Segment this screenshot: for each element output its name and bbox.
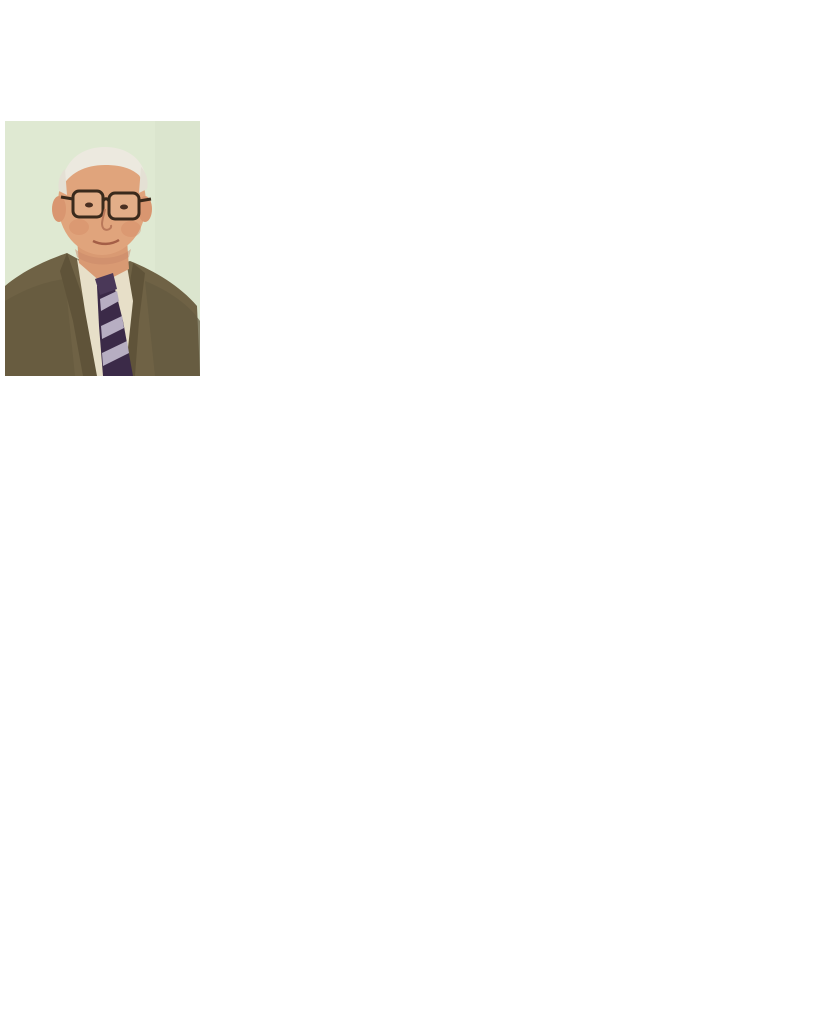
portrait-photo — [5, 121, 200, 376]
portrait-image — [5, 121, 200, 376]
